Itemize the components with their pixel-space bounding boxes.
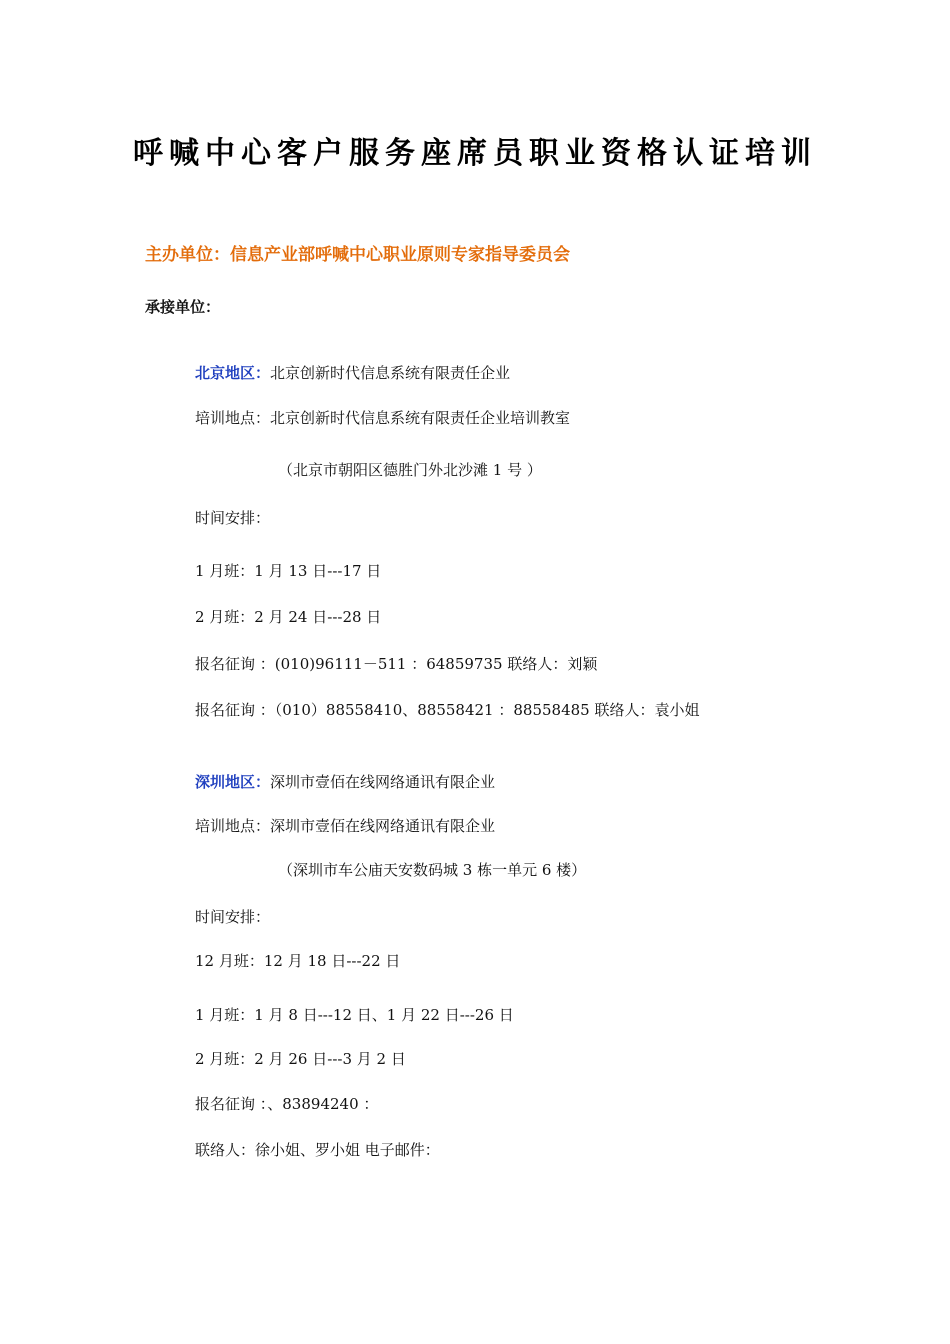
beijing-org-line (195, 362, 510, 383)
shenzhen-region-label: 深圳地区： (195, 773, 271, 791)
beijing-address: （北京市朝阳区德胜门外北沙滩 1 号 ） (278, 461, 542, 479)
sponsor-line: 主办单位：信息产业部呼喊中心职业原则专家指导委员会 (145, 245, 570, 265)
shenzhen-class-1: 12 月班：12 月 18 日---22 日 (195, 952, 401, 970)
shenzhen-address: （深圳市车公庙天安数码城 3 栋一单元 6 楼） (278, 861, 587, 879)
shenzhen-schedule-label: 时间安排： (195, 908, 271, 926)
beijing-region-label: 北京地区： (195, 364, 271, 382)
document-title: 呼喊中心客户服务座席员职业资格认证培训 (133, 136, 817, 171)
shenzhen-org: 深圳市壹佰在线网络通讯有限企业 (270, 773, 496, 791)
beijing-class-2: 2 月班：2 月 24 日---28 日 (195, 608, 382, 626)
beijing-contact-2: 报名征询 ：（010）88558410、88558421 ：88558485 联络人：袁小姐 (195, 701, 700, 719)
shenzhen-class-3: 2 月班：2 月 26 日---3 月 2 日 (195, 1050, 406, 1068)
undertake-label: 承接单位： (145, 298, 221, 316)
shenzhen-class-2: 1 月班：1 月 8 日---12 日、1 月 22 日---26 日 (195, 1006, 514, 1024)
shenzhen-contact-2: 联络人：徐小姐、罗小姐 电子邮件： (195, 1141, 440, 1159)
beijing-org: 北京创新时代信息系统有限责任企业 (270, 364, 511, 382)
shenzhen-contact-1: 报名征询 ：、83894240 ： (195, 1095, 379, 1113)
beijing-contact-1: 报名征询 ：(010)96111－511 ：64859735 联络人：刘颖 (195, 655, 598, 673)
beijing-schedule-label: 时间安排： (195, 509, 271, 527)
shenzhen-org-line (195, 771, 495, 792)
beijing-class-1: 1 月班：1 月 13 日---17 日 (195, 562, 382, 580)
shenzhen-location: 培训地点：深圳市壹佰在线网络通讯有限企业 (195, 817, 496, 835)
beijing-location: 培训地点：北京创新时代信息系统有限责任企业培训教室 (195, 409, 571, 427)
